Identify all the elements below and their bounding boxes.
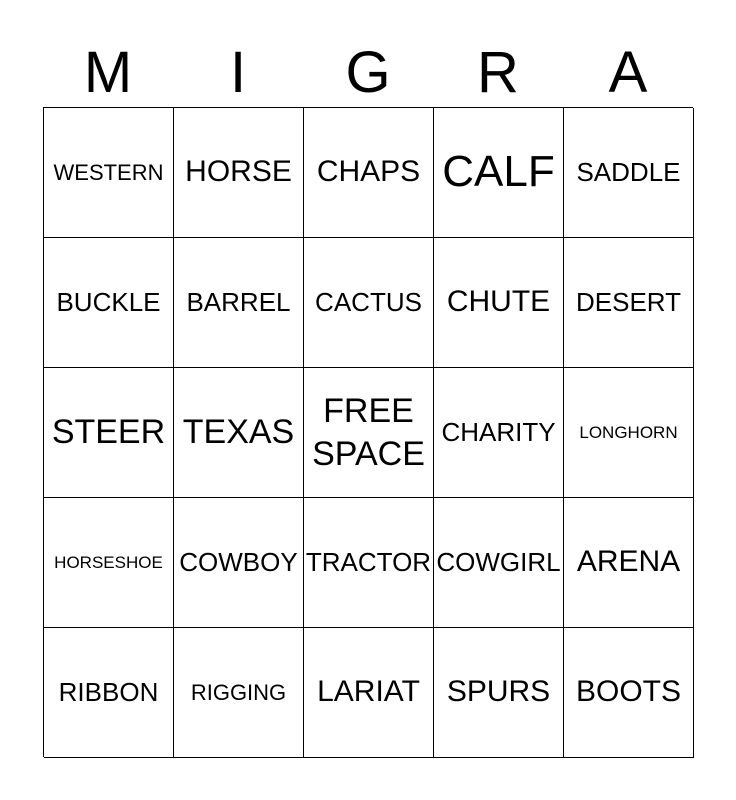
cell-label: LARIAT — [317, 675, 420, 709]
bingo-cell — [44, 368, 174, 498]
bingo-header — [43, 40, 693, 106]
cell-label: BOOTS — [575, 675, 681, 709]
bingo-cell — [304, 498, 434, 628]
bingo-cell — [44, 628, 174, 758]
bingo-cell — [304, 628, 434, 758]
cell-label: WESTERN — [53, 159, 164, 185]
bingo-cell — [564, 498, 694, 628]
cell-label: COWBOY — [179, 546, 298, 577]
cell-label: LONGHORN — [579, 422, 678, 442]
bingo-cell — [304, 238, 434, 368]
bingo-cell — [434, 628, 564, 758]
bingo-cell — [564, 368, 694, 498]
cell-label: CACTUS — [315, 286, 422, 317]
bingo-cell — [564, 238, 694, 368]
header-letter-r: R — [477, 40, 519, 105]
cell-label: TEXAS — [182, 412, 295, 451]
cell-label: CHAPS — [316, 155, 421, 189]
cell-label: HORSESHOE — [54, 552, 163, 572]
bingo-cell — [44, 108, 174, 238]
cell-label: SPURS — [446, 675, 551, 709]
cell-label: CHARITY — [441, 416, 556, 447]
cell-label: ARENA — [576, 545, 681, 579]
bingo-cell — [434, 368, 564, 498]
bingo-cell — [44, 238, 174, 368]
cell-label: HORSE — [185, 155, 292, 189]
bingo-board — [43, 107, 693, 757]
cell-label: RIBBON — [58, 676, 159, 707]
bingo-cell — [434, 238, 564, 368]
bingo-cell — [434, 498, 564, 628]
cell-label: TRACTOR — [305, 546, 432, 577]
header-letter-a: A — [608, 40, 648, 105]
bingo-cell — [434, 108, 564, 238]
bingo-cell — [174, 498, 304, 628]
bingo-cell — [174, 108, 304, 238]
cell-label: COWGIRL — [436, 546, 561, 577]
header-letter-g: G — [345, 40, 391, 105]
bingo-cell — [44, 498, 174, 628]
bingo-cell — [174, 238, 304, 368]
bingo-cell — [174, 628, 304, 758]
cell-label: DESERT — [576, 286, 681, 317]
bingo-cell — [304, 108, 434, 238]
free-space-cell — [304, 368, 434, 498]
bingo-cell — [174, 368, 304, 498]
header-letter-m: M — [83, 40, 133, 105]
bingo-cell — [564, 628, 694, 758]
cell-label: BARREL — [186, 286, 291, 317]
header-letter-i: I — [229, 40, 247, 105]
cell-label: STEER — [51, 412, 166, 451]
cell-label: BUCKLE — [56, 286, 161, 317]
bingo-cell — [564, 108, 694, 238]
cell-label: FREE SPACE — [312, 392, 425, 473]
cell-label: CALF — [442, 147, 555, 197]
cell-label: SADDLE — [576, 156, 681, 187]
cell-label: RIGGING — [190, 679, 287, 705]
cell-label: CHUTE — [446, 285, 551, 319]
